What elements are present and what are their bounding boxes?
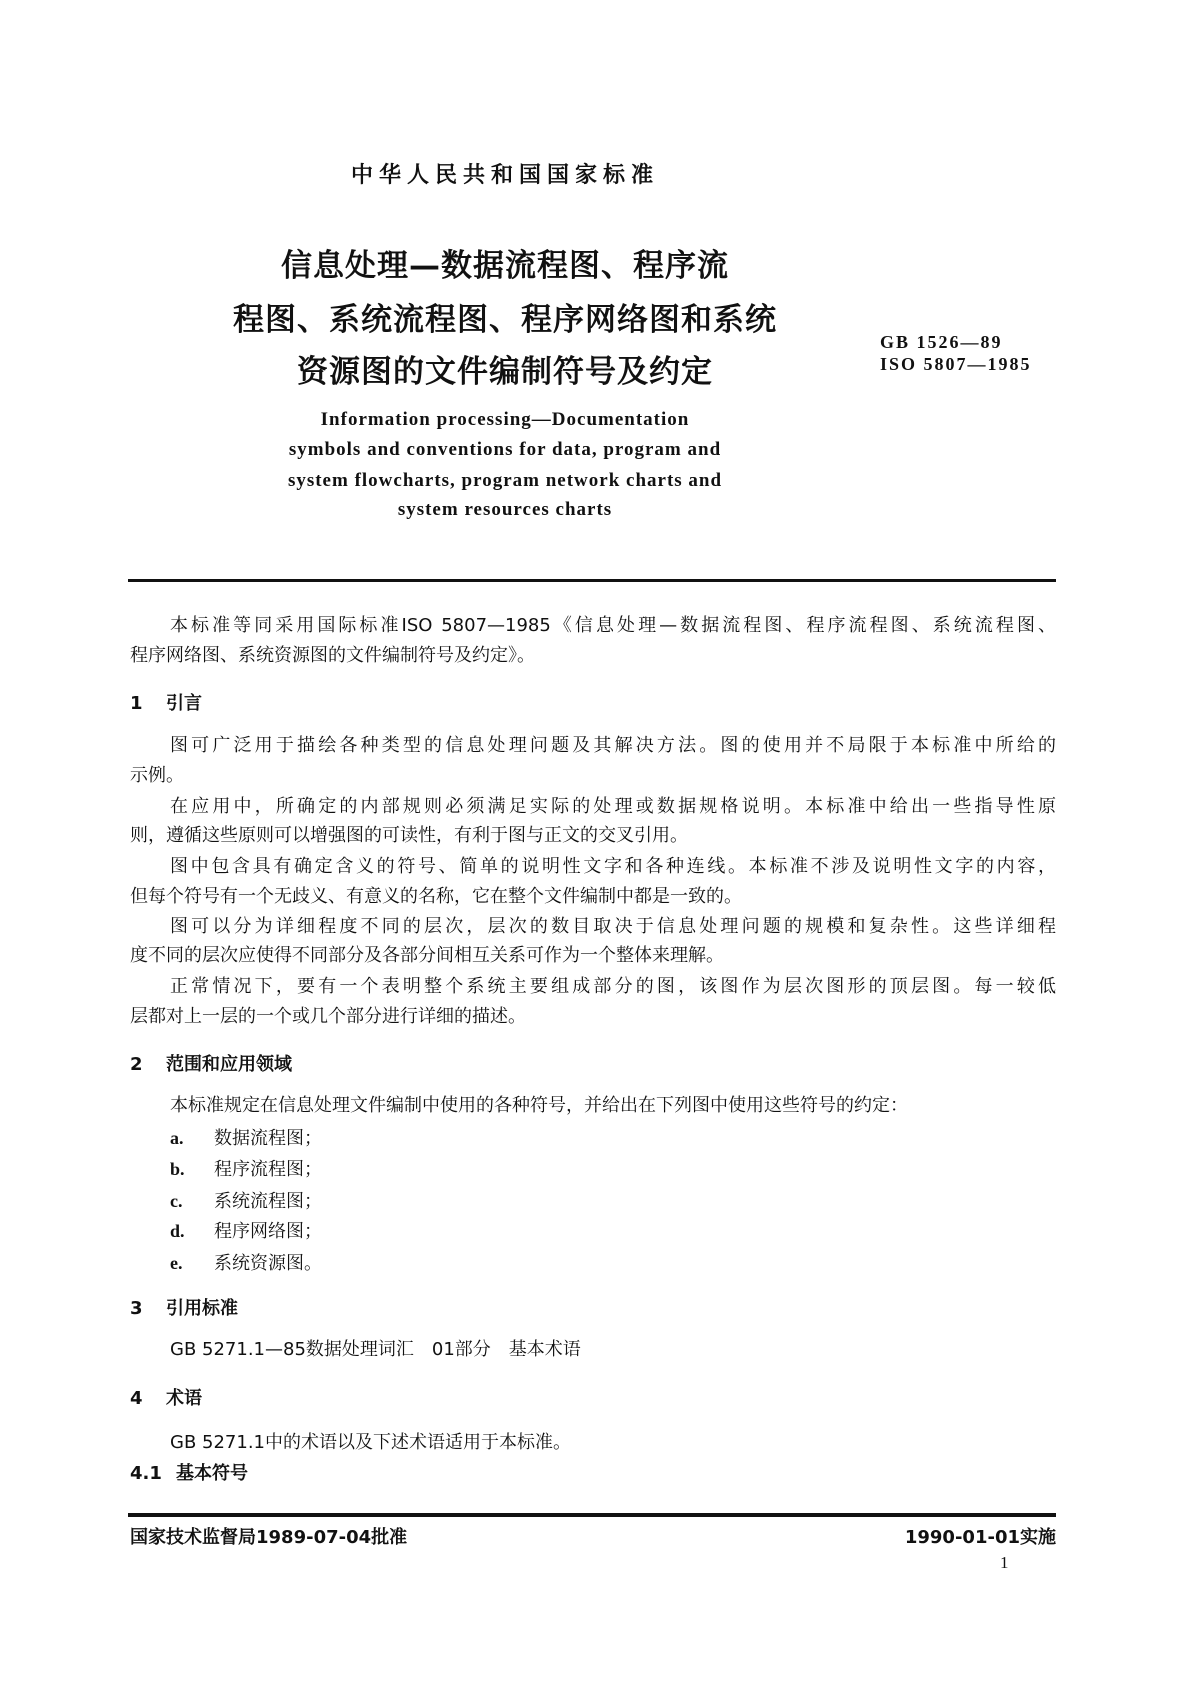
title-zh-line-1: 信息处理—数据流程图、程序流	[281, 248, 729, 284]
iso-code: ISO 5807—1985	[880, 354, 1032, 374]
effective-date: 1990-01-01实施	[904, 1527, 1056, 1548]
section-3-heading: 3 引用标准	[130, 1298, 238, 1319]
gb-code: GB 1526—89	[880, 332, 1003, 352]
paragraph-line: 度不同的层次应使得不同部分及各部分间相互关系可作为一个整体来理解。	[130, 945, 724, 966]
section-1-heading: 1 引言	[130, 693, 202, 714]
paragraph-line: 图中包含具有确定含义的符号、简单的说明性文字和各种连线。本标准不涉及说明性文字的内容，	[170, 856, 1056, 877]
bottom-divider	[128, 1513, 1056, 1517]
paragraph-line: 图可广泛用于描绘各种类型的信息处理问题及其解决方法。图的使用并不局限于本标准中所给的	[170, 735, 1056, 756]
paragraph-line: GB 5271.1中的术语以及下述术语适用于本标准。	[170, 1432, 571, 1453]
paragraph-line: 示例。	[130, 765, 184, 786]
paragraph-line: 但每个符号有一个无歧义、有意义的名称，它在整个文件编制中都是一致的。	[130, 886, 742, 907]
paragraph-line: 正常情况下，要有一个表明整个系统主要组成部分的图，该图作为层次图形的顶层图。每一较低	[170, 976, 1056, 997]
reference-line: GB 5271.1—85数据处理词汇 01部分 基本术语	[170, 1339, 581, 1360]
title-zh-line-2: 程图、系统流程图、程序网络图和系统	[233, 302, 777, 338]
paragraph-line: 图可以分为详细程度不同的层次，层次的数目取决于信息处理问题的规模和复杂性。这些详细程	[170, 916, 1056, 937]
intro-line: 本标准等同采用国际标准ISO 5807—1985《信息处理—数据流程图、程序流程图、系统流程图、	[170, 615, 1056, 636]
paragraph-line: 本标准规定在信息处理文件编制中使用的各种符号，并给出在下列图中使用这些符号的约定：	[170, 1095, 908, 1116]
title-en-line-4: system resources charts	[397, 499, 613, 520]
paragraph-line: 则，遵循这些原则可以增强图的可读性，有利于图与正文的交叉引用。	[130, 825, 688, 846]
intro-line: 程序网络图、系统资源图的文件编制符号及约定》。	[130, 645, 535, 666]
title-en-line-1: Information processing—Documentation	[320, 409, 690, 430]
paragraph-line: 在应用中，所确定的内部规则必须满足实际的处理或数据规格说明。本标准中给出一些指导性原	[170, 796, 1056, 817]
list-item: d. 程序网络图；	[170, 1221, 322, 1242]
list-item: b. 程序流程图；	[170, 1159, 322, 1180]
section-4-1-heading: 4.1 基本符号	[130, 1463, 248, 1484]
standard-header: 中华人民共和国国家标准	[350, 163, 659, 188]
title-en-line-2: symbols and conventions for data, program and	[288, 439, 722, 460]
list-item: a. 数据流程图；	[170, 1128, 322, 1149]
list-item: c. 系统流程图；	[170, 1191, 322, 1212]
title-en-line-3: system flowcharts, program network charts and	[287, 470, 723, 491]
approval-date: 国家技术监督局1989-07-04批准	[130, 1527, 408, 1548]
title-zh-line-3: 资源图的文件编制符号及约定	[297, 354, 713, 390]
page-number: 1	[1000, 1553, 1009, 1572]
top-divider	[128, 579, 1056, 582]
section-2-heading: 2 范围和应用领域	[130, 1054, 292, 1075]
paragraph-line: 层都对上一层的一个或几个部分进行详细的描述。	[130, 1006, 526, 1027]
list-item: e. 系统资源图。	[170, 1253, 322, 1274]
section-4-heading: 4 术语	[130, 1388, 202, 1409]
